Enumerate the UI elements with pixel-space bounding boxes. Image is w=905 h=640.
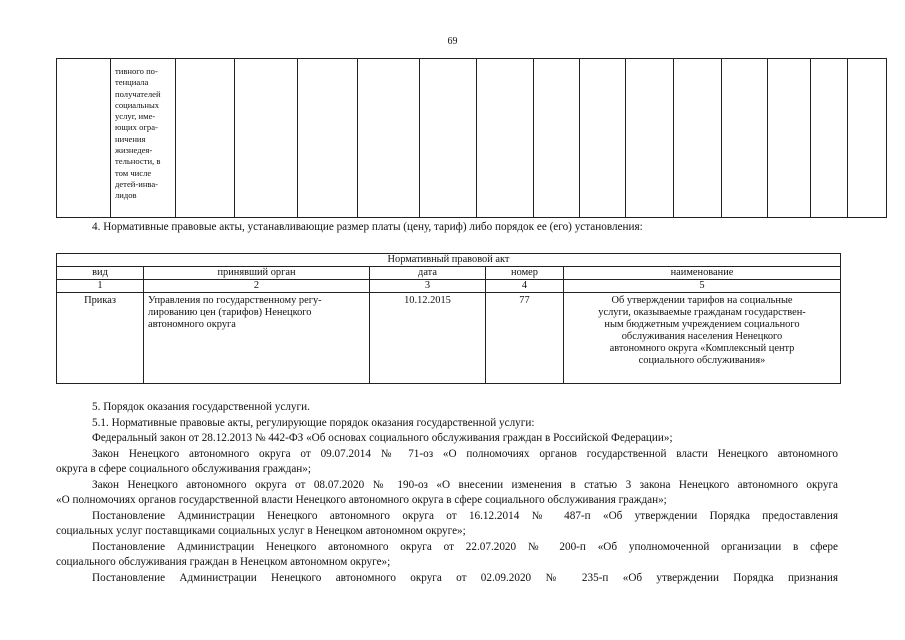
table-cell [626,59,674,218]
paragraph: Федеральный закон от 28.12.2013 № 442-ФЗ «Об основах социального обслуживания граждан в Российской Федерации»; [92,432,673,444]
paragraph: социальных услуг поставщиками социальных услуг в Ненецком автономном округе»; [56,525,466,537]
table-cell [358,59,420,218]
table-row [57,293,841,384]
paragraph: Постановление Администрации Ненецкого автономного округа от 22.07.2020 № 200-п «Об уполномоченной организации в сфере [92,540,838,553]
act-date: 10.12.2015 [370,293,486,384]
paragraph: «О полномочиях органов государственной власти Ненецкого автономного округа в сфере социального обслуживания граждан»; [56,494,667,506]
table-cell [298,59,358,218]
table-cell [848,59,887,218]
table-cell [57,59,111,218]
table-cell [235,59,298,218]
column-header-organ: принявший орган [144,267,370,280]
table-cell [534,59,580,218]
paragraph: Закон Ненецкого автономного округа от 09.07.2014 № 71-оз «О полномочиях органов государственной власти Ненецкого автономного [92,447,838,460]
column-header-date: дата [370,267,486,280]
section-5 [56,400,838,586]
table-cell [477,59,534,218]
table-cell [176,59,235,218]
table-cell [722,59,768,218]
normative-acts-table [56,253,841,384]
table-cell-recipients [111,59,176,218]
table-cell [420,59,477,218]
column-header-number: номер [486,267,564,280]
column-header-name: наименование [564,267,841,280]
column-number: 3 [370,280,486,293]
table-cell [674,59,722,218]
act-name: Об утверждении тарифов на социальные услуги, оказываемые гражданам государствен- ным бюджетным учреждением социального обслуживания населения Ненецкого автономного округа «Комплексный центр социального обслуживания» [564,293,841,384]
column-number: 5 [564,280,841,293]
table-cell [580,59,626,218]
act-organ: Управления по государственному регу- лированию цен (тарифов) Ненецкого автономного округа [144,293,370,384]
acts-group-header: Нормативный правовой акт [57,254,841,267]
table-cell [811,59,848,218]
column-number: 1 [57,280,144,293]
table-cell [768,59,811,218]
act-type: Приказ [57,293,144,384]
act-number: 77 [486,293,564,384]
section-5-title: 5. Порядок оказания государственной услуги. [92,401,310,413]
column-number: 4 [486,280,564,293]
section-5-1-title: 5.1. Нормативные правовые акты, регулирующие порядок оказания государственной услуги: [92,416,535,429]
continuation-table [56,58,887,218]
page-number: 69 [447,36,458,47]
paragraph: округа в сфере социального обслуживания граждан»; [56,463,311,475]
recipients-text: тивного по- тенциала получателей социальных услуг, име- ющих огра- ничения жизнедея- тельности, в том числе детей-инва- лидов [115,66,161,201]
paragraph: Закон Ненецкого автономного округа от 08.07.2020 № 190-оз «О внесении изменения в статью 3 закона Ненецкого автономного округа [92,478,838,491]
column-number: 2 [144,280,370,293]
column-header-type: вид [57,267,144,280]
paragraph: Постановление Администрации Ненецкого автономного округа от 16.12.2014 № 487-п «Об утверждении Порядка предоставления [92,509,838,522]
paragraph: социального обслуживания граждан в Ненецком автономном округе»; [56,556,391,568]
section-4-title: 4. Нормативные правовые акты, устанавливающие размер платы (цену, тариф) либо порядок ее (его) установления: [92,221,643,233]
paragraph: Постановление Администрации Ненецкого автономного округа от 02.09.2020 № 235-п «Об утверждении Порядка признания [92,571,838,584]
